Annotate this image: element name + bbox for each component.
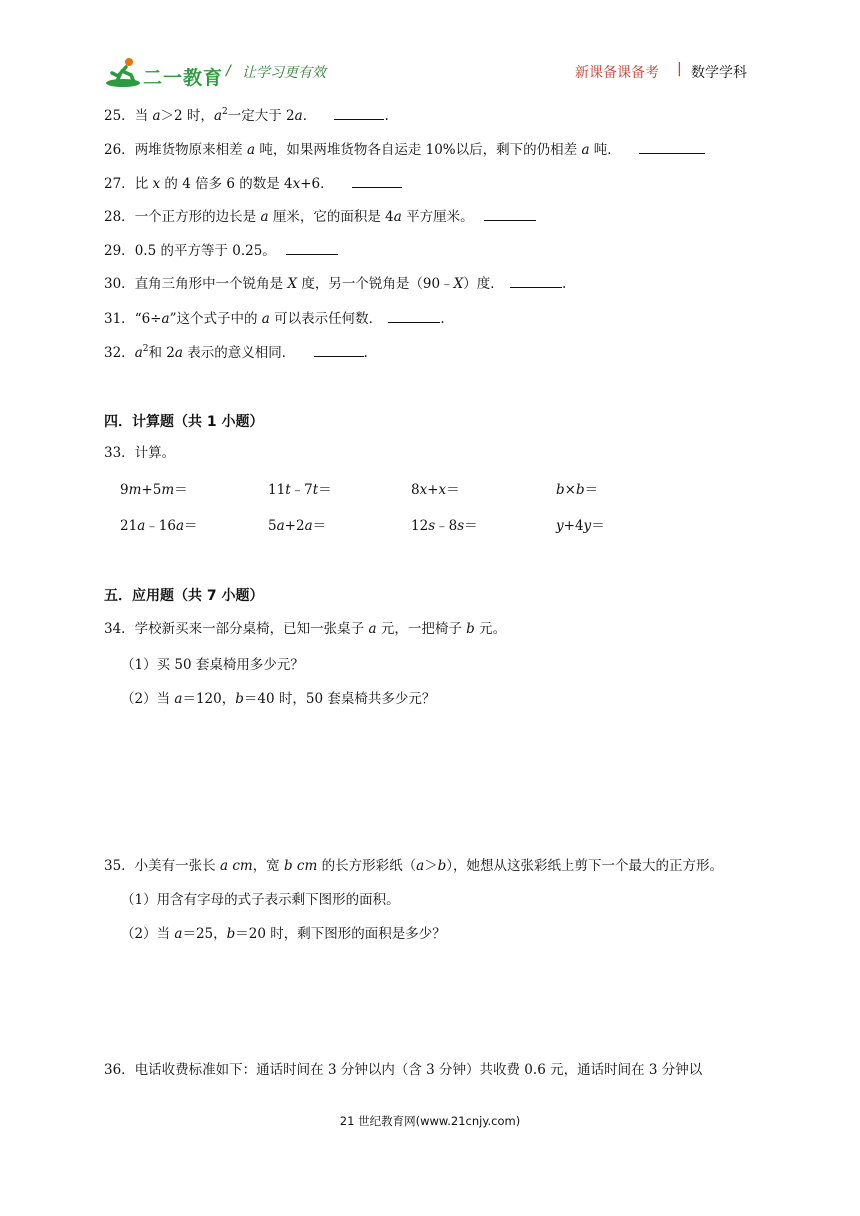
runner-logo-icon bbox=[104, 56, 144, 90]
slogan-slash: / bbox=[226, 63, 231, 79]
slogan: 让学习更有效 bbox=[242, 65, 326, 81]
question-33: 33．计算。 bbox=[104, 445, 176, 461]
question-29: 29．0.5 的平方等于 0.25。 bbox=[104, 241, 338, 261]
question-26: 26．两堆货物原来相差 a 吨，如果两堆货物各自运走 10%以后，剩下的仍相差 a 吨． bbox=[104, 140, 705, 160]
answer-blank[interactable] bbox=[334, 107, 384, 120]
question-32: 32．$a^2$和 2a 表示的意义相同． . bbox=[104, 343, 368, 361]
header-divider: | bbox=[677, 61, 682, 77]
calc-item: b×b＝ bbox=[556, 482, 599, 498]
question-35: 35．小美有一张长 a cm，宽 b cm 的长方形彩纸（a＞b），她想从这张彩纸上剪下一个最大的正方形。 bbox=[104, 858, 724, 874]
calc-item: 12s﹣8s＝ bbox=[411, 518, 478, 534]
question-27: 27．比 x 的 4 倍多 6 的数是 4x+6． bbox=[104, 174, 402, 194]
question-35-part-1: （1）用含有字母的式子表示剩下图形的面积。 bbox=[121, 892, 400, 908]
question-34: 34．学校新买来一部分桌椅，已知一张桌子 a 元，一把椅子 b 元。 bbox=[104, 621, 507, 637]
calc-item: 8x+x＝ bbox=[411, 482, 460, 498]
answer-blank[interactable] bbox=[484, 208, 536, 221]
section-4-title: 四．计算题（共 1 小题） bbox=[104, 414, 264, 430]
logo-text: 二一教育 bbox=[143, 67, 224, 89]
answer-blank[interactable] bbox=[639, 141, 705, 154]
question-25: 25．当 a＞2 时，$a^2$一定大于 2a． . bbox=[104, 106, 389, 124]
answer-blank[interactable] bbox=[352, 175, 402, 188]
calc-item: 5a+2a＝ bbox=[268, 518, 327, 534]
calc-item: 21a﹣16a＝ bbox=[120, 518, 198, 534]
question-30: 30．直角三角形中一个锐角是 X 度，另一个锐角是（90﹣X）度． . bbox=[104, 276, 567, 292]
question-28: 28．一个正方形的边长是 a 厘米，它的面积是 4a 平方厘米。 bbox=[104, 207, 536, 227]
answer-blank[interactable] bbox=[388, 310, 440, 323]
calc-item: y+4y＝ bbox=[556, 518, 605, 534]
header-right-label: 新课备课备考 bbox=[575, 65, 659, 81]
answer-blank[interactable] bbox=[510, 275, 562, 288]
answer-blank[interactable] bbox=[286, 242, 338, 255]
question-34-part-2: （2）当 a＝120，b＝40 时，50 套桌椅共多少元？ bbox=[121, 691, 436, 707]
section-5-title: 五．应用题（共 7 小题） bbox=[104, 588, 264, 604]
question-31: 31．“6÷a”这个式子中的 a 可以表示任何数． . bbox=[104, 311, 445, 327]
question-36: 36．电话收费标准如下：通话时间在 3 分钟以内（含 3 分钟）共收费 0.6 元，通话时间在 3 分钟以 bbox=[104, 1062, 703, 1078]
page-footer: 21 世纪教育网(www.21cnjy.com) bbox=[339, 1114, 521, 1128]
header-subject: 数学学科 bbox=[691, 65, 747, 81]
calc-item: 9m+5m＝ bbox=[120, 482, 188, 498]
answer-blank[interactable] bbox=[314, 344, 364, 357]
question-34-part-1: （1）买 50 套桌椅用多少元？ bbox=[121, 657, 304, 673]
question-35-part-2: （2）当 a＝25，b＝20 时，剩下图形的面积是多少？ bbox=[121, 926, 446, 942]
calc-item: 11t﹣7t＝ bbox=[268, 482, 332, 498]
